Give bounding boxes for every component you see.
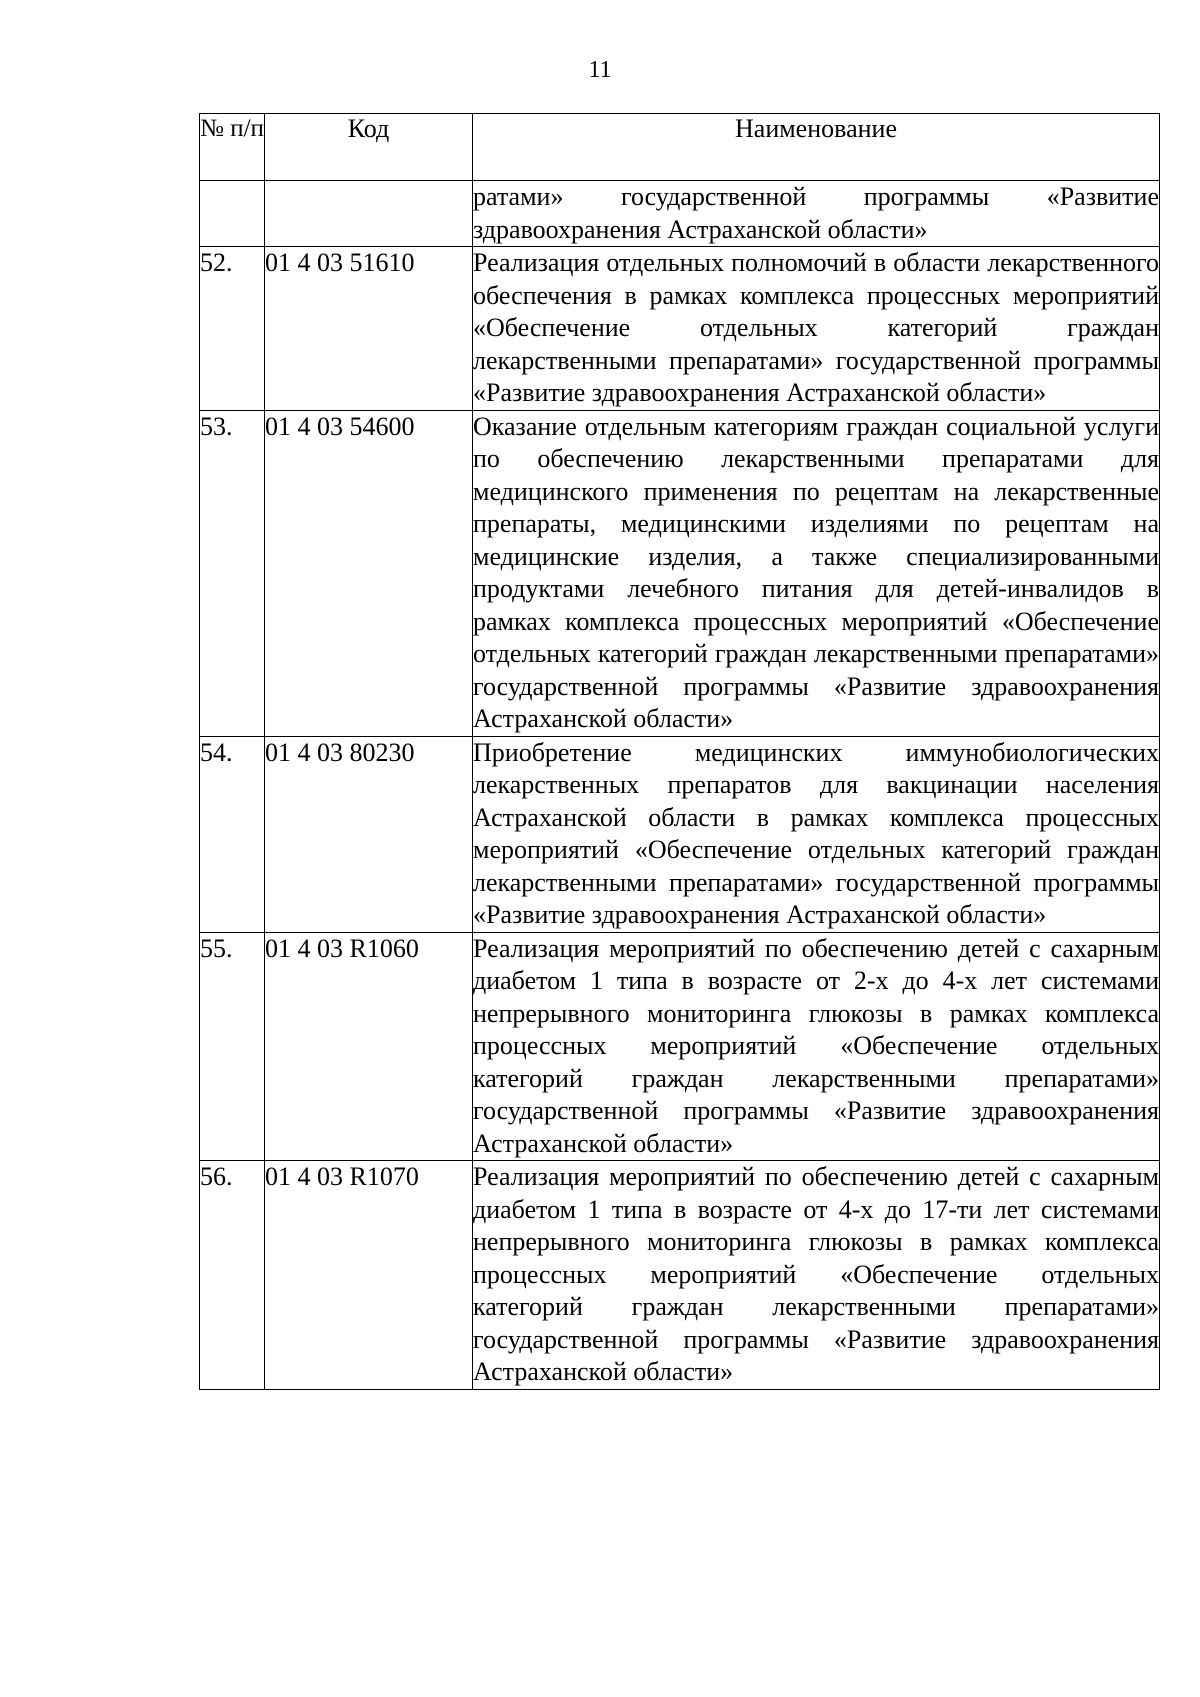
cell-code [265,181,473,247]
cell-number: 55. [200,932,265,1161]
cell-code: 01 4 03 R1060 [265,932,473,1161]
cell-number: 53. [200,410,265,736]
cell-code: 01 4 03 R1070 [265,1161,473,1390]
cell-number: 56. [200,1161,265,1390]
page-number: 11 [588,57,612,83]
cell-name: Реализация мероприятий по обеспечению детей с сахарным диабетом 1 типа в возрасте от 4-х до 17-ти лет системами непрерывного мониторинга глюкозы в рамках комплекса процессных мероприятий «Обеспечение отдельных категорий граждан лекарственными препаратами» государственной программы «Развитие здравоохранения Астраханской области» [473,1161,1160,1390]
table-row [200,932,1160,1161]
cell-number: 54. [200,736,265,932]
budget-codes-table [199,113,1160,1390]
table-header-row [200,114,1160,181]
header-name: Наименование [473,114,1160,181]
cell-code: 01 4 03 51610 [265,247,473,411]
table-row [200,736,1160,932]
table-row-continuation [200,181,1160,247]
cell-code: 01 4 03 80230 [265,736,473,932]
table-row [200,1161,1160,1390]
cell-name: Оказание отдельным категориям граждан социальной услуги по обеспечению лекарственными препаратами для медицинского применения по рецептам на лекарственные препараты, медицинскими изделиями по рецептам на медицинские изделия, а также специализированными продуктами лечебного питания для детей-инвалидов в рамках комплекса процессных мероприятий «Обеспечение отдельных категорий граждан лекарственными препаратами» государственной программы «Развитие здравоохранения Астраханской области» [473,410,1160,736]
header-code: Код [265,114,473,181]
cell-code: 01 4 03 54600 [265,410,473,736]
cell-number: 52. [200,247,265,411]
table-row [200,410,1160,736]
table-row [200,247,1160,411]
cell-number [200,181,265,247]
cell-name: ратами» государственной программы «Развитие здравоохранения Астраханской области» [473,181,1160,247]
cell-name: Реализация отдельных полномочий в области лекарственного обеспечения в рамках комплекса процессных мероприятий «Обеспечение отдельных категорий граждан лекарственными препаратами» государственной программы «Развитие здравоохранения Астраханской области» [473,247,1160,411]
cell-name: Реализация мероприятий по обеспечению детей с сахарным диабетом 1 типа в возрасте от 2-х до 4-х лет системами непрерывного мониторинга глюкозы в рамках комплекса процессных мероприятий «Обеспечение отдельных категорий граждан лекарственными препаратами» государственной программы «Развитие здравоохранения Астраханской области» [473,932,1160,1161]
header-number: № п/п [200,114,265,181]
cell-name: Приобретение медицинских иммунобиологических лекарственных препаратов для вакцинации населения Астраханской области в рамках комплекса процессных мероприятий «Обеспечение отдельных категорий граждан лекарственными препаратами» государственной программы «Развитие здравоохранения Астраханской области» [473,736,1160,932]
